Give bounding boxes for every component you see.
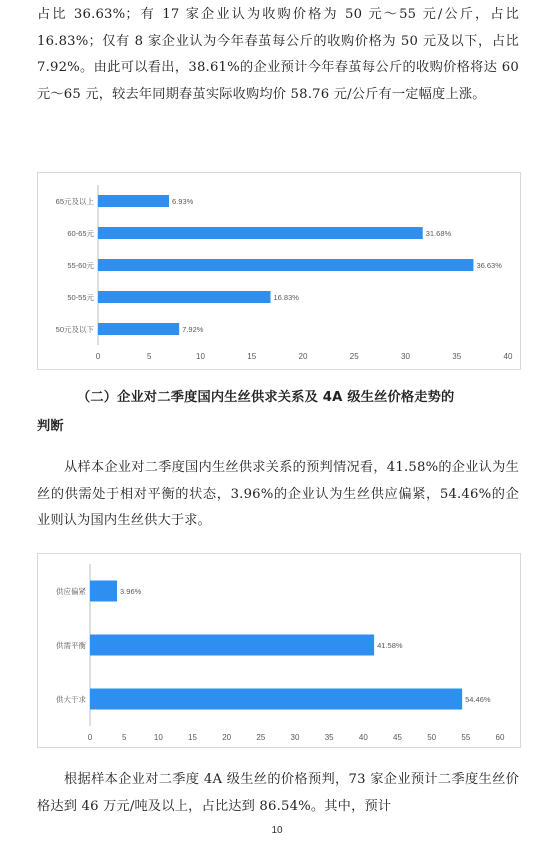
page-number: 10 <box>271 825 283 836</box>
x-tick-label: 15 <box>247 352 257 361</box>
bar-3 <box>98 259 473 271</box>
x-tick-label: 20 <box>298 352 308 361</box>
section-heading <box>37 383 519 441</box>
x-tick-label: 55 <box>461 733 471 742</box>
category-label: 60-65元 <box>67 229 94 238</box>
x-tick-label: 0 <box>87 733 93 742</box>
category-label: 供大于求 <box>56 695 86 704</box>
category-label: 55-60元 <box>67 261 94 270</box>
category-label: 50-55元 <box>67 293 94 302</box>
data-label: 31.68% <box>425 229 452 238</box>
x-tick-label: 30 <box>401 352 410 361</box>
chart-supply-demand <box>37 553 521 748</box>
paragraph-supply-demand: 从样本企业对二季度国内生丝供求关系的预判情况看，41.58%的企业认为生丝的供需处于相对平衡的状态，3.96%的企业认为生丝供应偏紧，54.46%的企业则认为国内生丝供大于求。 <box>37 460 519 528</box>
paragraph-silk-price: 根据样本企业对二季度 4A 级生丝的价格预判，73 家企业预计二季度生丝价格达到 46 万元/吨及以上，占比达到 86.54%。其中，预计 <box>37 772 519 814</box>
x-tick-label: 50 <box>427 733 437 742</box>
chart-supply-demand-svg <box>38 554 520 747</box>
bar-1 <box>90 581 117 602</box>
x-tick-label: 0 <box>95 352 101 361</box>
x-tick-label: 20 <box>222 733 232 742</box>
data-label: 16.83% <box>273 293 299 302</box>
x-tick-label: 10 <box>196 352 205 361</box>
section-heading-line1: （二）企业对二季度国内生丝供求关系及 4A 级生丝价格走势的 <box>77 390 455 405</box>
category-label: 50元及以下 <box>55 325 94 334</box>
category-label: 供应偏紧 <box>56 587 86 596</box>
x-tick-label: 35 <box>452 352 462 361</box>
data-label: 54.46% <box>465 695 491 704</box>
x-tick-label: 5 <box>121 733 127 742</box>
x-tick-label: 60 <box>495 733 505 742</box>
category-label: 供需平衡 <box>56 641 86 650</box>
bar-3 <box>90 689 462 710</box>
bar-5 <box>98 323 179 335</box>
x-tick-label: 30 <box>290 733 300 742</box>
section-heading-line2: 判断 <box>37 419 64 434</box>
data-label: 3.96% <box>120 587 142 596</box>
chart-cocoon-price <box>37 172 521 370</box>
paragraph-purchase-price: 占比 36.63%；有 17 家企业认为收购价格为 50 元～55 元/公斤，占比 16.83%；仅有 8 家企业认为今年春茧每公斤的收购价格为 50 元及以下，占比 7.92%。由此可以看出，38.61%的企业预计今年春茧每公斤的收购价格将达 60 元～65 元，较去年同期春茧实际收购均价 58.76 元/公斤有一定幅度上涨。 <box>37 7 519 102</box>
chart-cocoon-price-svg <box>38 173 520 369</box>
x-tick-label: 25 <box>349 352 359 361</box>
x-tick-label: 10 <box>153 733 163 742</box>
x-tick-label: 25 <box>256 733 266 742</box>
data-label: 7.92% <box>182 325 204 334</box>
data-label: 36.63% <box>476 261 502 270</box>
bar-2 <box>98 227 423 239</box>
bar-4 <box>98 291 271 303</box>
x-tick-label: 15 <box>188 733 197 742</box>
bar-2 <box>90 635 374 656</box>
x-tick-label: 40 <box>358 733 368 742</box>
data-label: 41.58% <box>377 641 403 650</box>
x-tick-label: 5 <box>147 352 152 361</box>
x-tick-label: 40 <box>503 352 513 361</box>
x-tick-label: 45 <box>393 733 402 742</box>
x-tick-label: 35 <box>324 733 334 742</box>
category-label: 65元及以上 <box>55 197 94 206</box>
bar-1 <box>98 195 169 207</box>
data-label: 6.93% <box>172 197 194 206</box>
